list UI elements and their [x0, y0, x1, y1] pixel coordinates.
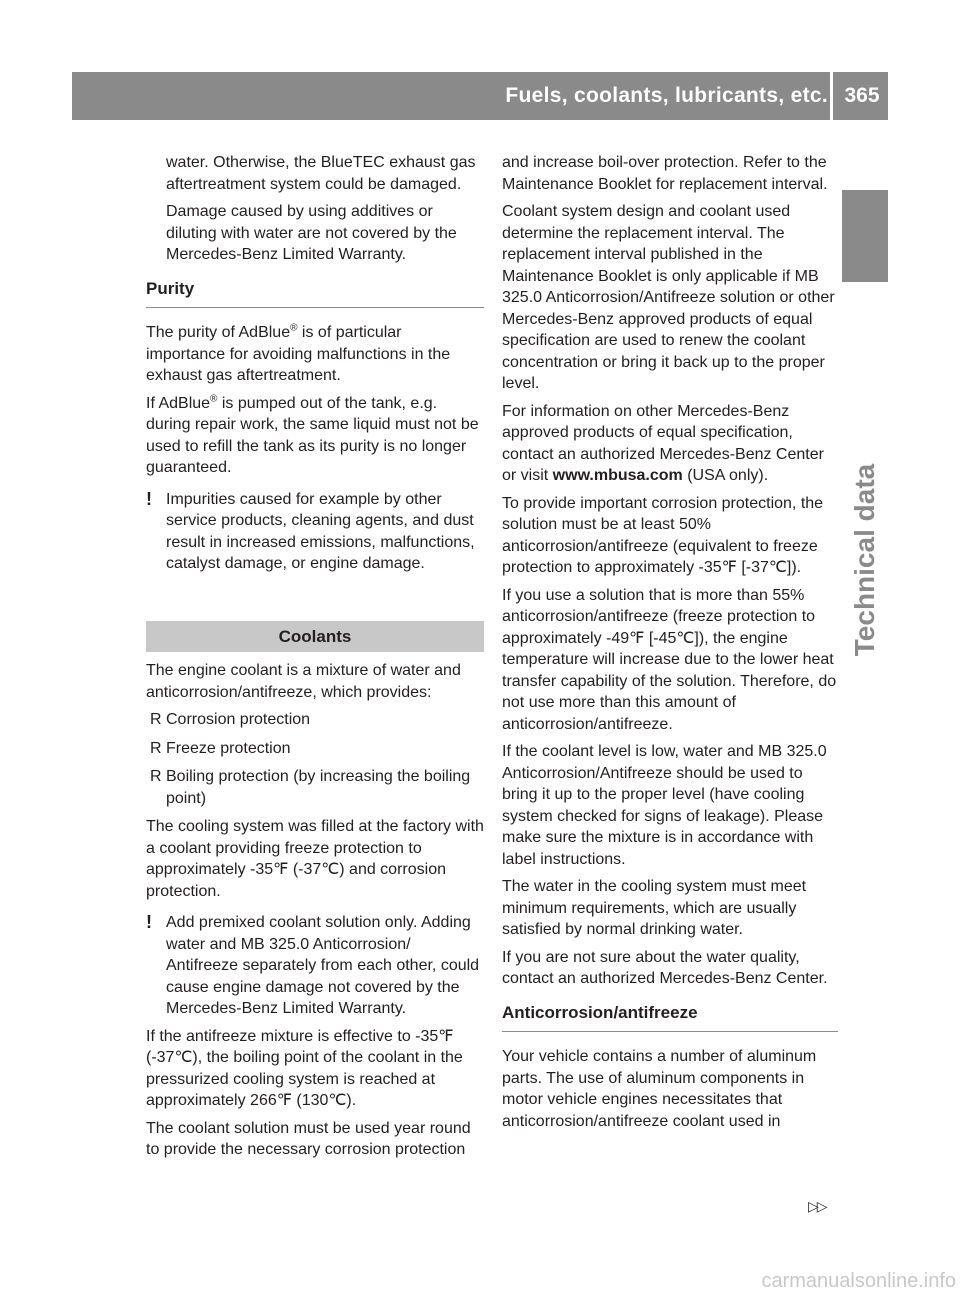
coolants-heading: Coolants [146, 621, 484, 653]
bullet-icon: R [150, 711, 162, 728]
mbusa-link[interactable]: www.mbusa.com [552, 467, 683, 484]
paragraph: If you are not sure about the water quality, contact an authorized Mercedes-Benz Center. [502, 948, 828, 987]
warranty-paragraph: Damage caused by using additives or diluting with water are not covered by the Mercedes-Benz Limited Warranty. [166, 203, 457, 263]
paragraph: Coolant system design and coolant used determine the replacement interval. The replacement interval published in the Maintenance Booklet is only applicable if MB 325.0 Anticorrosion/Antifreeze solution or other Mercedes-Benz approved products of equal specification are used to renew the coolant concentration or bring it back up to the proper level. [502, 203, 835, 392]
list-item: R Freeze protection [146, 738, 484, 760]
warning-note-premixed: ! Add premixed coolant solution only. Adding water and MB 325.0 Anticorrosion/ Antifreeze separately from each other, could cause engine damage not covered by the Mercedes-Benz Limited Warranty. [146, 912, 480, 1017]
list-item: R Boiling protection (by increasing the boiling point) [150, 768, 471, 807]
purity-paragraph-2: If AdBlue® is pumped out of the tank, e.g. during repair work, the same liquid must not be used to refill the tank as its purity is no longer guaranteed. [146, 393, 479, 476]
side-tab-label: Technical data [849, 463, 880, 657]
purity-paragraph-1: The purity of AdBlue® is of particular importance for avoiding malfunctions in the exhaust gas aftertreatment. [146, 322, 451, 384]
purity-heading: Purity [146, 278, 484, 309]
boiling-point-paragraph: If the antifreeze mixture is effective to -35℉ (-37℃), the boiling point of the coolant in the pressurized cooling system is reached at approximately 266℉ (130℃). [146, 1027, 463, 1109]
paragraph: The water in the cooling system must meet minimum requirements, which are usually satisfied by normal drinking water. [502, 878, 807, 938]
warning-note-impurities: ! Impurities caused for example by other service products, cleaning agents, and dust result in increased emissions, malfunctions, catalyst damage, or engine damage. [146, 488, 475, 572]
paragraph: Your vehicle contains a number of aluminum parts. The use of aluminum components in motor vehicle engines necessitates that anticorrosion/antifreeze coolant used in [502, 1048, 817, 1130]
paragraph: If the coolant level is low, water and MB 325.0 Anticorrosion/Antifreeze should be used to bring it up to the proper level (have cooling system checked for signs of leakage). Please make sure the mixture is in accordance with label instructions. [502, 743, 827, 868]
intro-paragraph: water. Otherwise, the BlueTEC exhaust gas aftertreatment system could be damaged. [166, 154, 476, 193]
anticorrosion-heading: Anticorrosion/antifreeze [502, 1002, 838, 1033]
paragraph: To provide important corrosion protection, the solution must be at least 50% anticorrosion/antifreeze (equivalent to freeze protection to approximately -35℉ [-37℃]). [502, 494, 824, 576]
left-column [146, 152, 484, 1167]
paragraph: and increase boil-over protection. Refer to the Maintenance Booklet for replacement interval. [502, 154, 828, 193]
right-column [502, 152, 838, 1138]
list-item: R Corrosion protection [146, 709, 484, 731]
continue-arrow-icon: ▷▷ [808, 1198, 826, 1214]
section-title: Fuels, coolants, lubricants, etc. [505, 84, 828, 107]
coolants-intro: The engine coolant is a mixture of water and anticorrosion/antifreeze, which provides: [146, 662, 461, 701]
watermark-band [0, 1262, 960, 1302]
bullet-icon: R [150, 768, 162, 785]
warning-icon: ! [146, 912, 152, 932]
warning-icon: ! [146, 488, 152, 509]
page-number: 365 [844, 84, 880, 107]
paragraph: For information on other Mercedes-Benz approved products of equal specification, contact an authorized Mercedes-Benz Center or visit www.mbusa.com (USA only). [502, 402, 824, 484]
year-round-paragraph: The coolant solution must be used year round to provide the necessary corrosion protection [146, 1119, 471, 1158]
factory-fill-paragraph: The cooling system was filled at the factory with a coolant providing freeze protection to approximately -35℉ (-37℃) and corrosion protection. [146, 818, 484, 900]
watermark: carmanualsonline.info [761, 1270, 956, 1292]
bullet-icon: R [150, 739, 162, 757]
header-separator [830, 72, 833, 120]
side-tab-marker [842, 190, 888, 282]
paragraph: If you use a solution that is more than 55% anticorrosion/antifreeze (freeze protection to approximately -49℉ [-45℃]), the engine temperature will increase due to the lower heat transfer capability of the solution. Therefore, do not use more than this amount of anticorrosion/antifreeze. [502, 586, 837, 733]
